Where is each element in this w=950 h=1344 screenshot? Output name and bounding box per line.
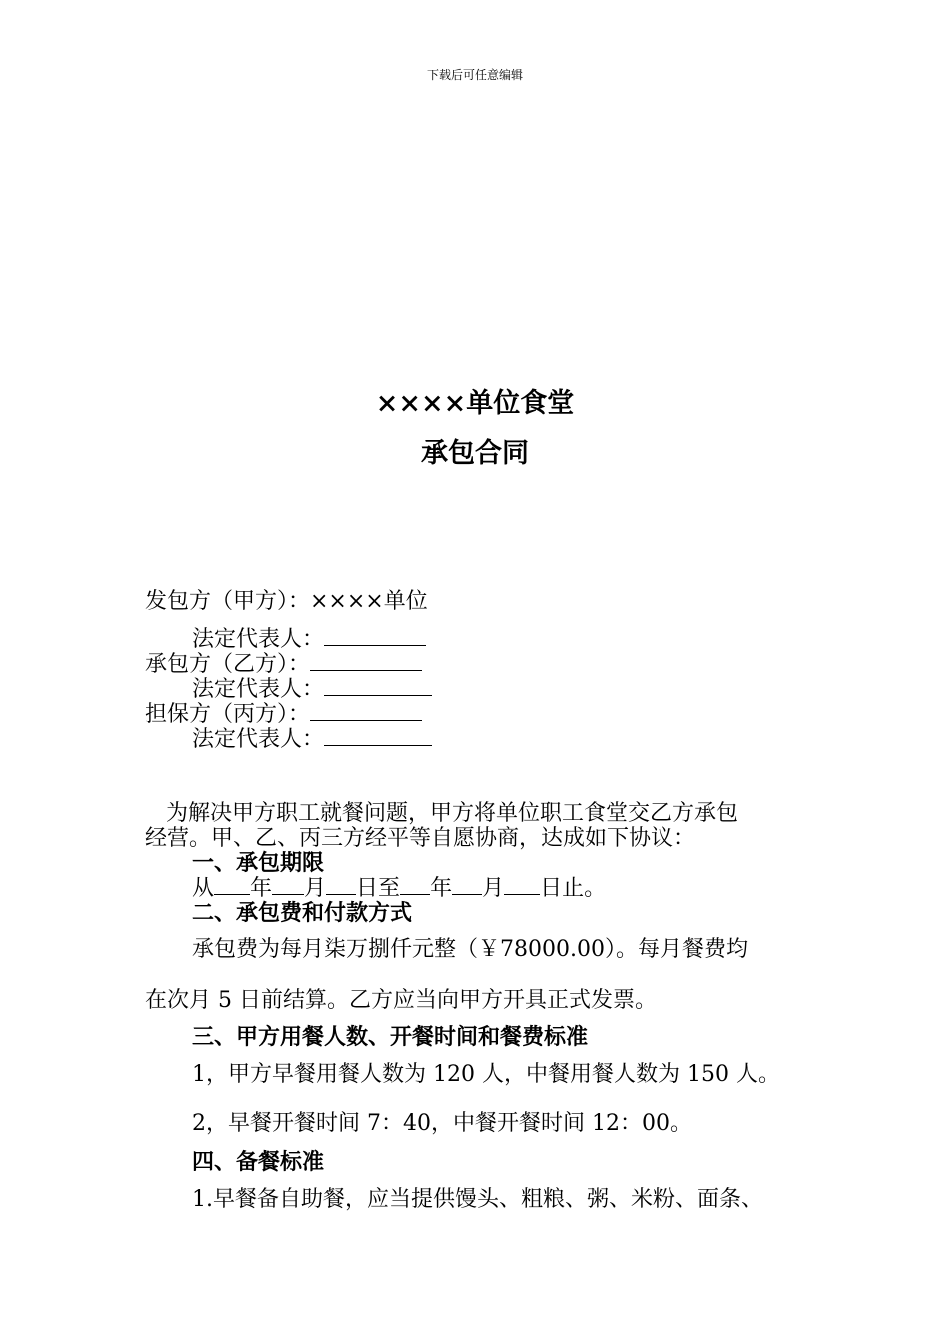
header-note: 下载后可任意编辑 [426,68,523,82]
signature-blank [310,700,422,721]
intro-paragraph-line2: 经营。甲、乙、丙三方经平等自愿协商，达成如下协议： [145,826,696,851]
contract-title-line1: ××××单位食堂 [375,388,575,419]
term-blank [326,874,356,895]
term-blank [452,874,482,895]
party-b-label: 承包方（乙方）： [145,652,311,677]
term-day-to: 日至 [356,876,401,901]
standard-item-1: 1.早餐备自助餐，应当提供馒头、粗粮、粥、米粉、面条、 [192,1187,763,1212]
meals-item-1: 1，甲方早餐用餐人数为 120 人，中餐用餐人数为 150 人。 [192,1062,780,1087]
fee-paragraph-line1: 承包费为每月柒万捌仟元整（￥78000.00）。每月餐费均 [192,937,748,962]
intro-paragraph-line1: 为解决甲方职工就餐问题，甲方将单位职工食堂交乙方承包 [166,801,739,826]
section-heading-term: 一、承包期限 [192,850,325,876]
term-blank [504,874,540,895]
fee-paragraph-line2: 在次月 5 日前结算。乙方应当向甲方开具正式发票。 [145,988,657,1013]
signature-blank [324,625,426,646]
term-year: 年 [250,876,273,901]
signature-blank [324,675,432,696]
legal-rep-label: 法定代表人： [192,677,325,702]
legal-rep-label: 法定代表人： [192,627,325,652]
legal-rep-label: 法定代表人： [192,727,325,752]
term-blank [214,874,250,895]
section-heading-meals: 三、甲方用餐人数、开餐时间和餐费标准 [192,1024,589,1050]
section-heading-fee: 二、承包费和付款方式 [192,900,413,926]
section-heading-standard: 四、备餐标准 [192,1149,325,1175]
signature-blank [310,650,422,671]
contract-title-line2: 承包合同 [421,438,529,469]
party-a: 发包方（甲方）：××××单位 [145,589,428,614]
term-year: 年 [430,876,453,901]
term-blank [272,874,304,895]
meals-item-2: 2，早餐开餐时间 7：40，中餐开餐时间 12：00。 [192,1111,692,1136]
term-month: 月 [482,876,505,901]
term-day-end: 日止。 [540,876,607,901]
term-blank [400,874,430,895]
term-from: 从 [192,876,215,901]
signature-blank [324,725,432,746]
party-c-legal-rep [192,722,432,753]
party-c-label: 担保方（丙方）： [145,702,311,727]
term-month: 月 [304,876,327,901]
